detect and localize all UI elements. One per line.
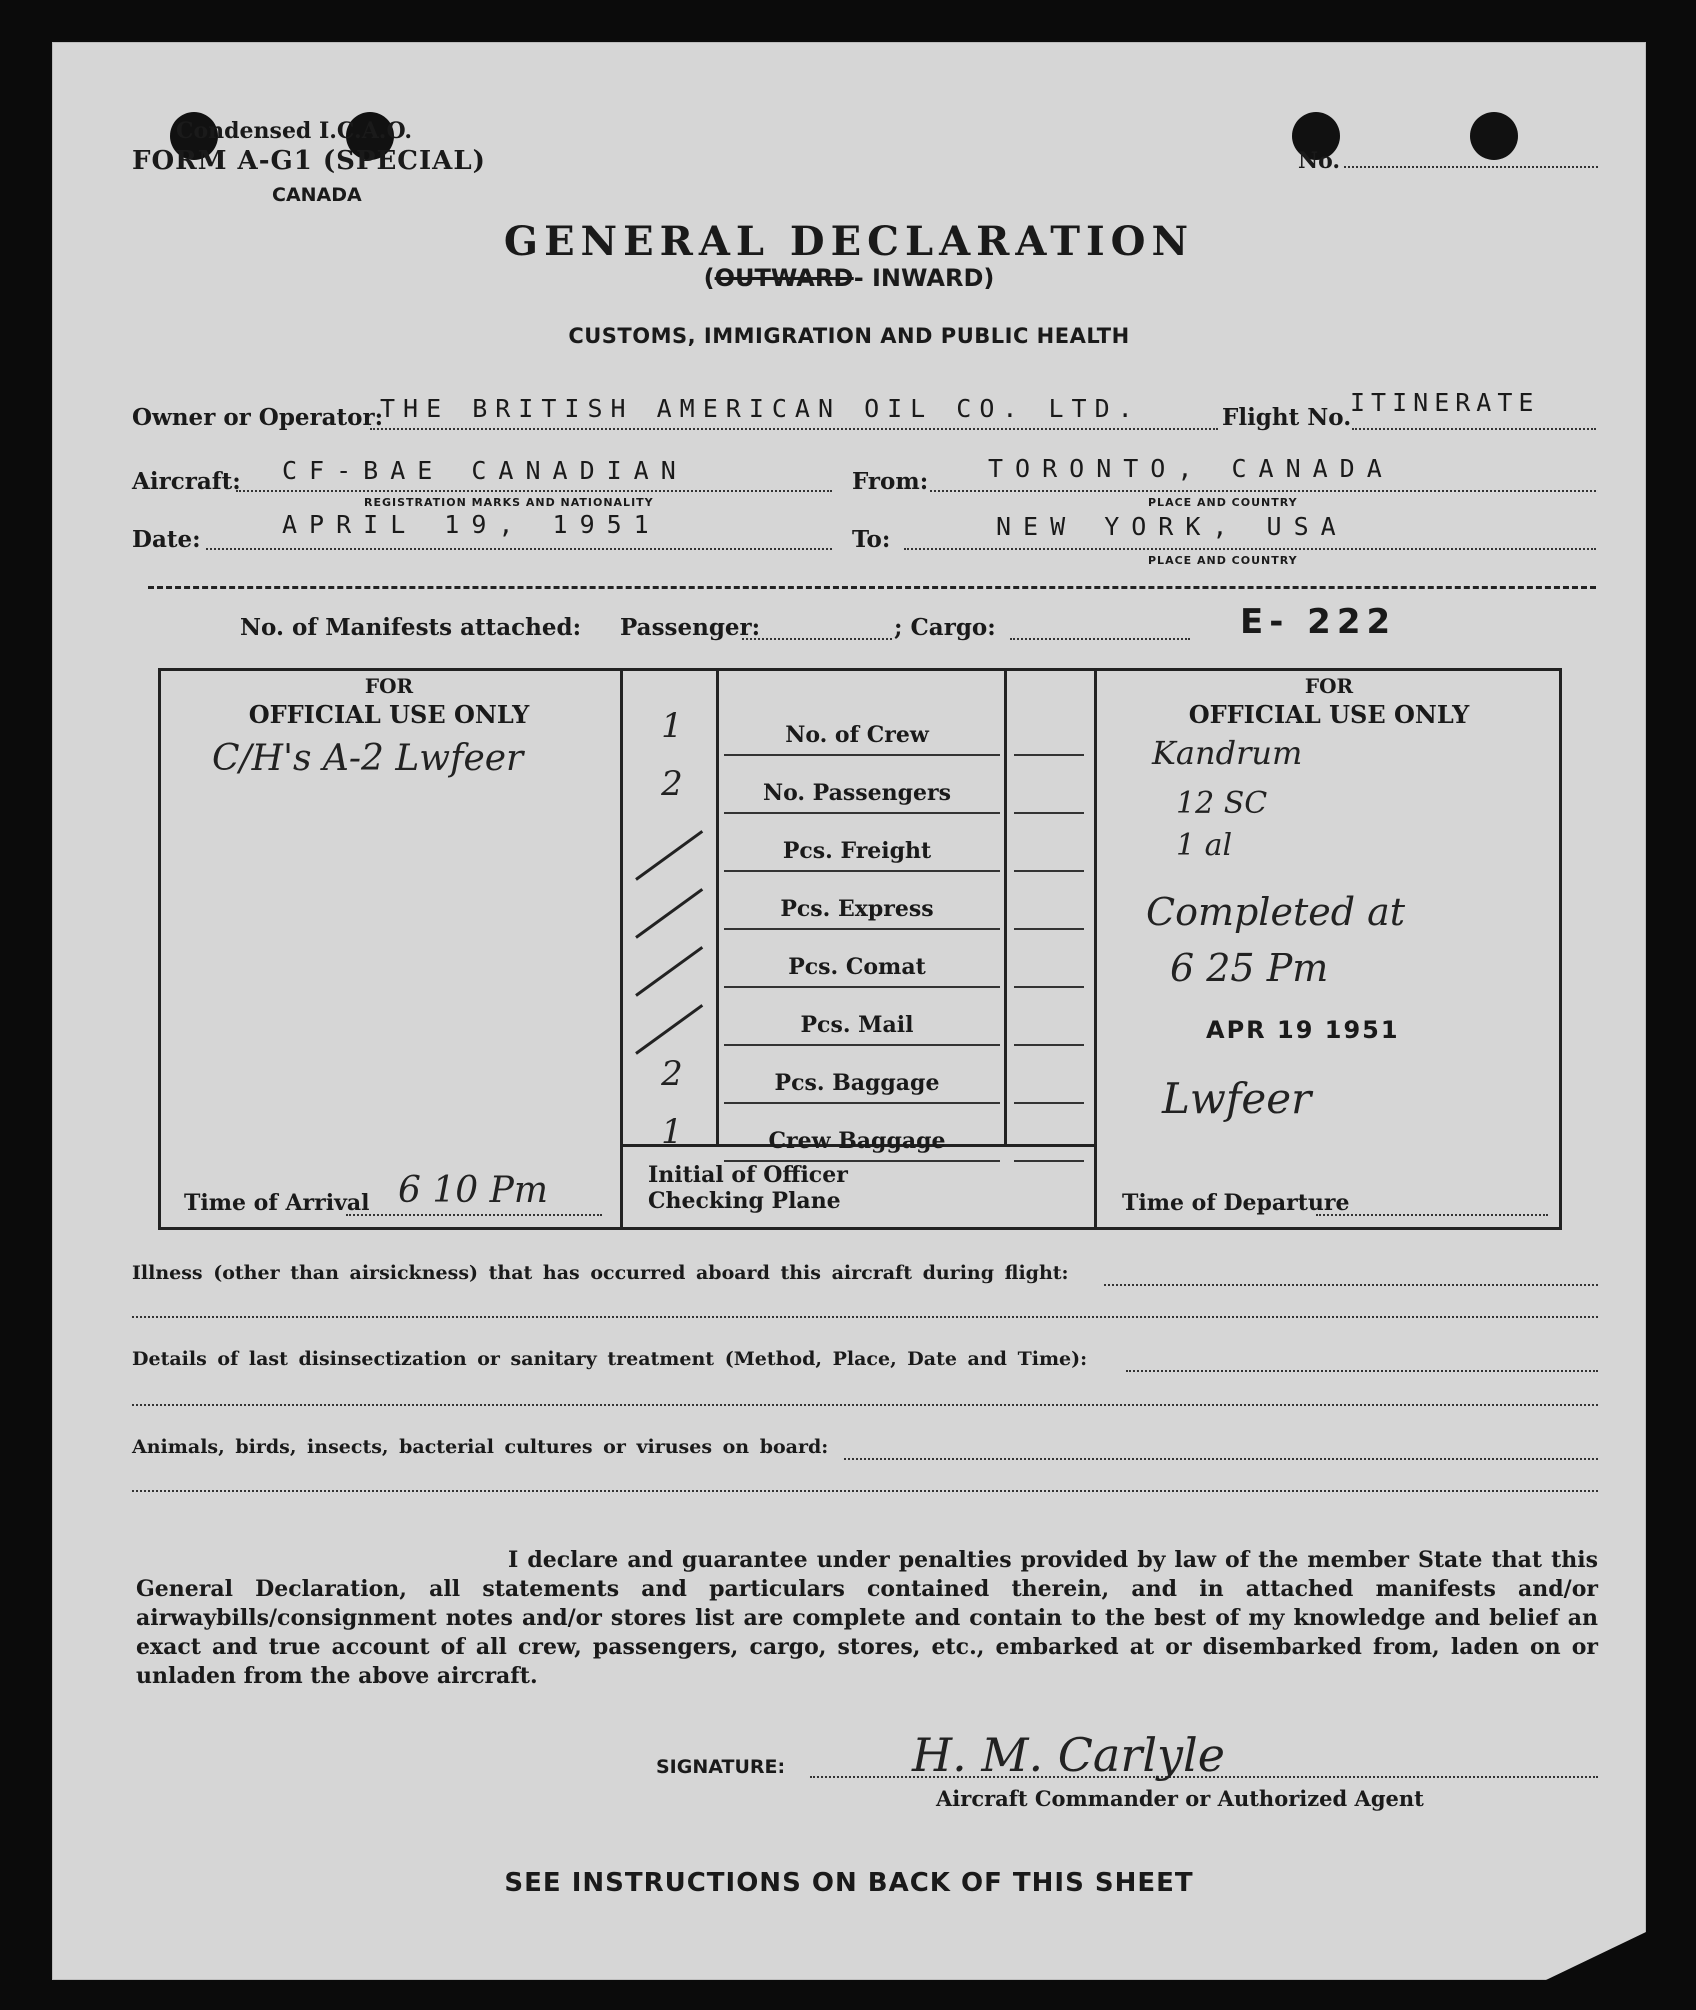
punch-hole bbox=[1470, 112, 1518, 160]
tally-row-count[interactable]: 2 bbox=[661, 1054, 683, 1094]
from-label: From: bbox=[852, 468, 929, 495]
right-official-subheader: OFFICIAL USE ONLY bbox=[1188, 700, 1470, 729]
left-official-header: FOR bbox=[364, 674, 414, 698]
right-note-count: 1 al bbox=[1176, 828, 1233, 863]
disinsect-field[interactable] bbox=[1126, 1370, 1598, 1372]
form-number: FORM A-G1 (SPECIAL) bbox=[132, 146, 486, 176]
tally-row-line bbox=[724, 1044, 1000, 1046]
right-note-name: Kandrum bbox=[1152, 734, 1303, 772]
tally-row-line bbox=[724, 870, 1000, 872]
owner-label: Owner or Operator: bbox=[132, 404, 384, 431]
right-official-header: FOR bbox=[1304, 674, 1354, 698]
aircraft-value[interactable]: CF-BAE CANADIAN bbox=[282, 456, 688, 485]
tally-row-line bbox=[724, 754, 1000, 756]
tally-row-check-line[interactable] bbox=[1014, 754, 1084, 756]
disinsect-field-line2[interactable] bbox=[132, 1404, 1598, 1406]
aircraft-label: Aircraft: bbox=[132, 468, 241, 495]
right-note-completed: Completed at bbox=[1146, 890, 1406, 934]
date-label: Date: bbox=[132, 526, 201, 553]
owner-value[interactable]: THE BRITISH AMERICAN OIL CO. LTD. bbox=[380, 394, 1141, 423]
manifest-stamp-number: E- 222 bbox=[1240, 602, 1397, 642]
to-caption: PLACE AND COUNTRY bbox=[1148, 554, 1298, 567]
inward-label: - INWARD bbox=[853, 264, 984, 292]
checking-plane-label: Checking Plane bbox=[648, 1188, 841, 1214]
illness-field-line2[interactable] bbox=[132, 1316, 1598, 1318]
left-official-note: C/H's A-2 Lwfeer bbox=[212, 738, 524, 779]
form-country: CANADA bbox=[272, 184, 362, 206]
declaration-text: I declare and guarantee under penalties provided by law of the member State that this General Declaration, all statements and particulars contained therein, and in attached manifests and/or airwaybills/consignment notes and/or stores list are complete and contain to the best of my knowledge and belief an exact and true account of all crew, passengers, cargo, stores, etc., embarked at or disembarked from, laden on or unladen from the above aircraft. bbox=[136, 1547, 1598, 1689]
left-official-subheader: OFFICIAL USE ONLY bbox=[248, 700, 530, 729]
page-title: GENERAL DECLARATION bbox=[503, 218, 1195, 265]
initial-officer-label: Initial of Officer bbox=[648, 1162, 848, 1188]
animals-label: Animals, birds, insects, bacterial cultures or viruses on board: bbox=[132, 1436, 829, 1458]
time-departure-field[interactable] bbox=[1316, 1214, 1548, 1216]
signature-value[interactable]: H. M. Carlyle bbox=[912, 1728, 1225, 1782]
animals-field-line2[interactable] bbox=[132, 1490, 1598, 1492]
from-caption: PLACE AND COUNTRY bbox=[1148, 496, 1298, 509]
flight-value[interactable]: ITINERATE bbox=[1350, 388, 1540, 417]
separator bbox=[148, 586, 1596, 589]
tally-row-line bbox=[724, 928, 1000, 930]
aircraft-caption: REGISTRATION MARKS AND NATIONALITY bbox=[364, 496, 654, 509]
tally-row-label: Pcs. Freight bbox=[782, 838, 932, 864]
illness-label: Illness (other than airsickness) that has occurred aboard this aircraft during flight: bbox=[132, 1262, 1069, 1284]
tally-row-count[interactable]: 1 bbox=[661, 1112, 683, 1152]
tally-row-label: Pcs. Mail bbox=[800, 1012, 914, 1038]
tally-row-line bbox=[724, 812, 1000, 814]
flight-label: Flight No. bbox=[1222, 404, 1352, 431]
signature-label: SIGNATURE: bbox=[656, 1756, 786, 1778]
title-direction: (OUTWARD- INWARD) bbox=[703, 264, 995, 292]
animals-field[interactable] bbox=[844, 1458, 1598, 1460]
manifests-passenger-field[interactable] bbox=[742, 638, 892, 640]
footer-instructions: SEE INSTRUCTIONS ON BACK OF THIS SHEET bbox=[504, 1868, 1194, 1898]
from-value[interactable]: TORONTO, CANADA bbox=[988, 454, 1394, 483]
tally-row-line bbox=[724, 1102, 1000, 1104]
manifests-passenger-label: Passenger: bbox=[620, 614, 761, 641]
date-value[interactable]: APRIL 19, 1951 bbox=[282, 510, 661, 539]
tally-row-label: No. Passengers bbox=[762, 780, 952, 806]
tally-row-check-line[interactable] bbox=[1014, 928, 1084, 930]
date-stamp: APR 19 1951 bbox=[1206, 1016, 1400, 1044]
to-value[interactable]: NEW YORK, USA bbox=[996, 512, 1348, 541]
form-condensed-label: Condensed I.C.A.O. bbox=[176, 118, 412, 144]
tally-row-label: Crew Baggage bbox=[768, 1128, 946, 1154]
manifests-cargo-field[interactable] bbox=[1010, 638, 1190, 640]
tally-row-count[interactable]: 2 bbox=[661, 764, 683, 804]
officer-signature: Lwfeer bbox=[1162, 1074, 1312, 1123]
form-no-field[interactable] bbox=[1344, 166, 1598, 168]
signature-caption: Aircraft Commander or Authorized Agent bbox=[936, 1786, 1424, 1811]
tally-row-check-line[interactable] bbox=[1014, 870, 1084, 872]
time-arrival-value[interactable]: 6 10 Pm bbox=[398, 1170, 548, 1211]
tally-row-line bbox=[724, 1160, 1000, 1162]
tally-row-check-line[interactable] bbox=[1014, 986, 1084, 988]
right-note-code: 12 SC bbox=[1176, 786, 1268, 821]
tally-row-label: Pcs. Express bbox=[780, 896, 934, 922]
right-note-time: 6 25 Pm bbox=[1170, 946, 1329, 990]
outward-struck: OUTWARD bbox=[714, 264, 854, 292]
document-page bbox=[52, 42, 1646, 1980]
tally-row-check-line[interactable] bbox=[1014, 812, 1084, 814]
illness-field[interactable] bbox=[1104, 1284, 1598, 1286]
tally-row-check-line[interactable] bbox=[1014, 1044, 1084, 1046]
tally-row-check-line[interactable] bbox=[1014, 1102, 1084, 1104]
time-arrival-label: Time of Arrival bbox=[184, 1190, 370, 1216]
tally-row-label: Pcs. Baggage bbox=[774, 1070, 940, 1096]
tally-row-label: No. of Crew bbox=[785, 722, 929, 748]
tally-row-line bbox=[724, 986, 1000, 988]
manifests-cargo-label: ; Cargo: bbox=[894, 614, 996, 641]
page-subtitle: CUSTOMS, IMMIGRATION AND PUBLIC HEALTH bbox=[568, 324, 1130, 348]
form-no-label: No. bbox=[1298, 148, 1341, 174]
tally-row-check-line[interactable] bbox=[1014, 1160, 1084, 1162]
tally-row-count[interactable]: 1 bbox=[661, 706, 683, 746]
to-label: To: bbox=[852, 526, 891, 553]
time-departure-label: Time of Departure bbox=[1122, 1190, 1350, 1216]
disinsect-label: Details of last disinsectization or sanitary treatment (Method, Place, Date and Time): bbox=[132, 1348, 1088, 1370]
tally-row-label: Pcs. Comat bbox=[788, 954, 926, 980]
manifests-label: No. of Manifests attached: bbox=[240, 614, 582, 641]
